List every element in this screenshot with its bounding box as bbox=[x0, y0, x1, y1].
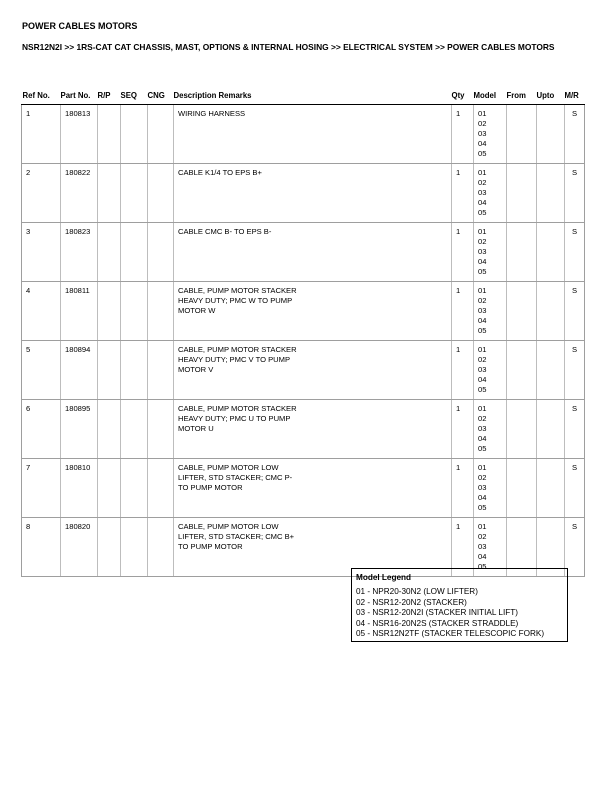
model-code: 05 bbox=[478, 385, 487, 394]
qty-cell: 1 bbox=[452, 164, 474, 223]
model-cell bbox=[474, 341, 507, 400]
col-header-mr: M/R bbox=[565, 86, 585, 105]
seq-cell bbox=[121, 341, 148, 400]
col-header-qty: Qty bbox=[452, 86, 474, 105]
model-code: 01 bbox=[478, 404, 487, 413]
model-code: 01 bbox=[478, 286, 487, 295]
cng-cell bbox=[148, 459, 174, 518]
model-code: 03 bbox=[478, 188, 487, 197]
model-code: 04 bbox=[478, 316, 487, 325]
table-header-row bbox=[22, 86, 585, 105]
upto-cell bbox=[537, 282, 565, 341]
cng-cell bbox=[148, 341, 174, 400]
legend-item: 02 - NSR12-20N2 (STACKER) bbox=[356, 597, 467, 607]
mr-cell: S bbox=[565, 459, 585, 518]
model-code: 03 bbox=[478, 483, 487, 492]
description-line: MOTOR V bbox=[178, 365, 214, 374]
legend-title: Model Legend bbox=[356, 573, 412, 582]
table-row bbox=[22, 105, 585, 164]
model-code: 05 bbox=[478, 149, 487, 158]
model-cell bbox=[474, 223, 507, 282]
ref-cell: 6 bbox=[22, 400, 61, 459]
model-code: 01 bbox=[478, 109, 487, 118]
part-no-cell: 180823 bbox=[61, 223, 98, 282]
seq-cell bbox=[121, 105, 148, 164]
breadcrumb: NSR12N2I >> 1RS-CAT CAT CHASSIS, MAST, OPTIONS & INTERNAL HOSING >> ELECTRICAL SYSTEM >> POWER CABLES MOTORS bbox=[22, 42, 555, 52]
model-code: 03 bbox=[478, 424, 487, 433]
col-header-model: Model bbox=[474, 86, 507, 105]
part-no-cell: 180822 bbox=[61, 164, 98, 223]
model-code: 01 bbox=[478, 463, 487, 472]
model-code: 01 bbox=[478, 168, 487, 177]
model-code: 03 bbox=[478, 129, 487, 138]
description-cell bbox=[174, 223, 452, 282]
from-cell bbox=[507, 400, 537, 459]
table-row bbox=[22, 459, 585, 518]
description-line: CABLE K1/4 TO EPS B+ bbox=[178, 168, 262, 177]
upto-cell bbox=[537, 223, 565, 282]
table-row bbox=[22, 341, 585, 400]
from-cell bbox=[507, 223, 537, 282]
model-code: 02 bbox=[478, 119, 487, 128]
ref-cell: 8 bbox=[22, 518, 61, 577]
description-cell bbox=[174, 164, 452, 223]
col-header-rp: R/P bbox=[98, 86, 121, 105]
legend-items bbox=[356, 587, 563, 640]
rp-cell bbox=[98, 341, 121, 400]
cng-cell bbox=[148, 223, 174, 282]
model-code: 02 bbox=[478, 355, 487, 364]
model-code: 03 bbox=[478, 542, 487, 551]
legend-item: 05 - NSR12N2TF (STACKER TELESCOPIC FORK) bbox=[356, 629, 545, 638]
col-header-from: From bbox=[507, 86, 537, 105]
part-no-cell: 180813 bbox=[61, 105, 98, 164]
model-cell bbox=[474, 282, 507, 341]
qty-cell: 1 bbox=[452, 518, 474, 577]
description-cell bbox=[174, 341, 452, 400]
model-code: 02 bbox=[478, 296, 487, 305]
part-no-cell: 180811 bbox=[61, 282, 98, 341]
upto-cell bbox=[537, 459, 565, 518]
upto-cell bbox=[537, 164, 565, 223]
description-cell bbox=[174, 400, 452, 459]
description-line: LIFTER, STD STACKER; CMC B+ bbox=[178, 532, 295, 541]
from-cell bbox=[507, 105, 537, 164]
cng-cell bbox=[148, 105, 174, 164]
model-code: 04 bbox=[478, 493, 487, 502]
part-no-cell: 180820 bbox=[61, 518, 98, 577]
model-code: 05 bbox=[478, 326, 487, 335]
description-cell bbox=[174, 459, 452, 518]
model-code: 03 bbox=[478, 247, 487, 256]
seq-cell bbox=[121, 400, 148, 459]
ref-cell: 1 bbox=[22, 105, 61, 164]
mr-cell: S bbox=[565, 518, 585, 577]
col-header-cng: CNG bbox=[148, 86, 174, 105]
legend-item: 04 - NSR16-20N2S (STACKER STRADDLE) bbox=[356, 618, 519, 628]
parts-table-body bbox=[22, 105, 585, 577]
model-code: 03 bbox=[478, 306, 487, 315]
model-code: 04 bbox=[478, 552, 487, 561]
seq-cell bbox=[121, 223, 148, 282]
page-title: POWER CABLES MOTORS bbox=[22, 21, 138, 31]
mr-cell: S bbox=[565, 105, 585, 164]
model-code: 05 bbox=[478, 503, 487, 512]
rp-cell bbox=[98, 164, 121, 223]
from-cell bbox=[507, 341, 537, 400]
model-code: 01 bbox=[478, 522, 487, 531]
model-code: 03 bbox=[478, 365, 487, 374]
ref-cell: 5 bbox=[22, 341, 61, 400]
from-cell bbox=[507, 282, 537, 341]
model-code: 04 bbox=[478, 139, 487, 148]
cng-cell bbox=[148, 518, 174, 577]
model-legend bbox=[351, 568, 568, 642]
ref-cell: 7 bbox=[22, 459, 61, 518]
model-code: 02 bbox=[478, 237, 487, 246]
mr-cell: S bbox=[565, 164, 585, 223]
legend-item: 01 - NPR20-30N2 (LOW LIFTER) bbox=[356, 587, 478, 596]
description-line: TO PUMP MOTOR bbox=[178, 483, 243, 492]
model-code: 01 bbox=[478, 345, 487, 354]
description-line: TO PUMP MOTOR bbox=[178, 542, 243, 551]
model-code: 02 bbox=[478, 178, 487, 187]
mr-cell: S bbox=[565, 282, 585, 341]
model-code: 05 bbox=[478, 444, 487, 453]
description-line: CABLE, PUMP MOTOR STACKER bbox=[178, 345, 297, 354]
description-line: WIRING HARNESS bbox=[178, 109, 246, 118]
qty-cell: 1 bbox=[452, 400, 474, 459]
from-cell bbox=[507, 459, 537, 518]
legend-item: 03 - NSR12-20N2I (STACKER INITIAL LIFT) bbox=[356, 608, 518, 617]
description-line: HEAVY DUTY; PMC U TO PUMP bbox=[178, 414, 291, 423]
part-no-cell: 180894 bbox=[61, 341, 98, 400]
col-header-ref: Ref No. bbox=[22, 86, 61, 105]
rp-cell bbox=[98, 400, 121, 459]
model-code: 04 bbox=[478, 198, 487, 207]
rp-cell bbox=[98, 105, 121, 164]
part-no-cell: 180895 bbox=[61, 400, 98, 459]
model-code: 05 bbox=[478, 208, 487, 217]
mr-cell: S bbox=[565, 400, 585, 459]
mr-cell: S bbox=[565, 341, 585, 400]
ref-cell: 4 bbox=[22, 282, 61, 341]
rp-cell bbox=[98, 282, 121, 341]
ref-cell: 2 bbox=[22, 164, 61, 223]
seq-cell bbox=[121, 518, 148, 577]
table-row bbox=[22, 223, 585, 282]
col-header-upto: Upto bbox=[537, 86, 565, 105]
model-cell bbox=[474, 164, 507, 223]
description-line: CABLE, PUMP MOTOR LOW bbox=[178, 463, 279, 472]
qty-cell: 1 bbox=[452, 223, 474, 282]
qty-cell: 1 bbox=[452, 459, 474, 518]
upto-cell bbox=[537, 105, 565, 164]
rp-cell bbox=[98, 459, 121, 518]
rp-cell bbox=[98, 223, 121, 282]
description-line: MOTOR U bbox=[178, 424, 214, 433]
model-code: 02 bbox=[478, 414, 487, 423]
parts-table bbox=[21, 86, 585, 577]
description-cell bbox=[174, 105, 452, 164]
model-code: 04 bbox=[478, 257, 487, 266]
cng-cell bbox=[148, 164, 174, 223]
description-cell bbox=[174, 282, 452, 341]
col-header-seq: SEQ bbox=[121, 86, 148, 105]
description-line: MOTOR W bbox=[178, 306, 216, 315]
description-line: CABLE CMC B- TO EPS B- bbox=[178, 227, 272, 236]
model-cell bbox=[474, 459, 507, 518]
model-code: 04 bbox=[478, 375, 487, 384]
description-line: CABLE, PUMP MOTOR LOW bbox=[178, 522, 279, 531]
rp-cell bbox=[98, 518, 121, 577]
table-row bbox=[22, 282, 585, 341]
model-cell bbox=[474, 400, 507, 459]
description-line: CABLE, PUMP MOTOR STACKER bbox=[178, 286, 297, 295]
model-cell bbox=[474, 105, 507, 164]
qty-cell: 1 bbox=[452, 341, 474, 400]
description-line: HEAVY DUTY; PMC V TO PUMP bbox=[178, 355, 291, 364]
description-line: HEAVY DUTY; PMC W TO PUMP bbox=[178, 296, 293, 305]
seq-cell bbox=[121, 459, 148, 518]
model-code: 02 bbox=[478, 473, 487, 482]
col-header-part: Part No. bbox=[61, 86, 98, 105]
model-code: 05 bbox=[478, 562, 487, 571]
table-row bbox=[22, 400, 585, 459]
table-row bbox=[22, 164, 585, 223]
qty-cell: 1 bbox=[452, 282, 474, 341]
description-line: CABLE, PUMP MOTOR STACKER bbox=[178, 404, 297, 413]
upto-cell bbox=[537, 400, 565, 459]
model-code: 01 bbox=[478, 227, 487, 236]
model-code: 02 bbox=[478, 532, 487, 541]
upto-cell bbox=[537, 341, 565, 400]
seq-cell bbox=[121, 164, 148, 223]
from-cell bbox=[507, 164, 537, 223]
mr-cell: S bbox=[565, 223, 585, 282]
seq-cell bbox=[121, 282, 148, 341]
cng-cell bbox=[148, 400, 174, 459]
description-line: LIFTER, STD STACKER; CMC P- bbox=[178, 473, 293, 482]
ref-cell: 3 bbox=[22, 223, 61, 282]
col-header-desc: Description Remarks bbox=[174, 86, 452, 105]
part-no-cell: 180810 bbox=[61, 459, 98, 518]
cng-cell bbox=[148, 282, 174, 341]
model-code: 05 bbox=[478, 267, 487, 276]
qty-cell: 1 bbox=[452, 105, 474, 164]
model-code: 04 bbox=[478, 434, 487, 443]
